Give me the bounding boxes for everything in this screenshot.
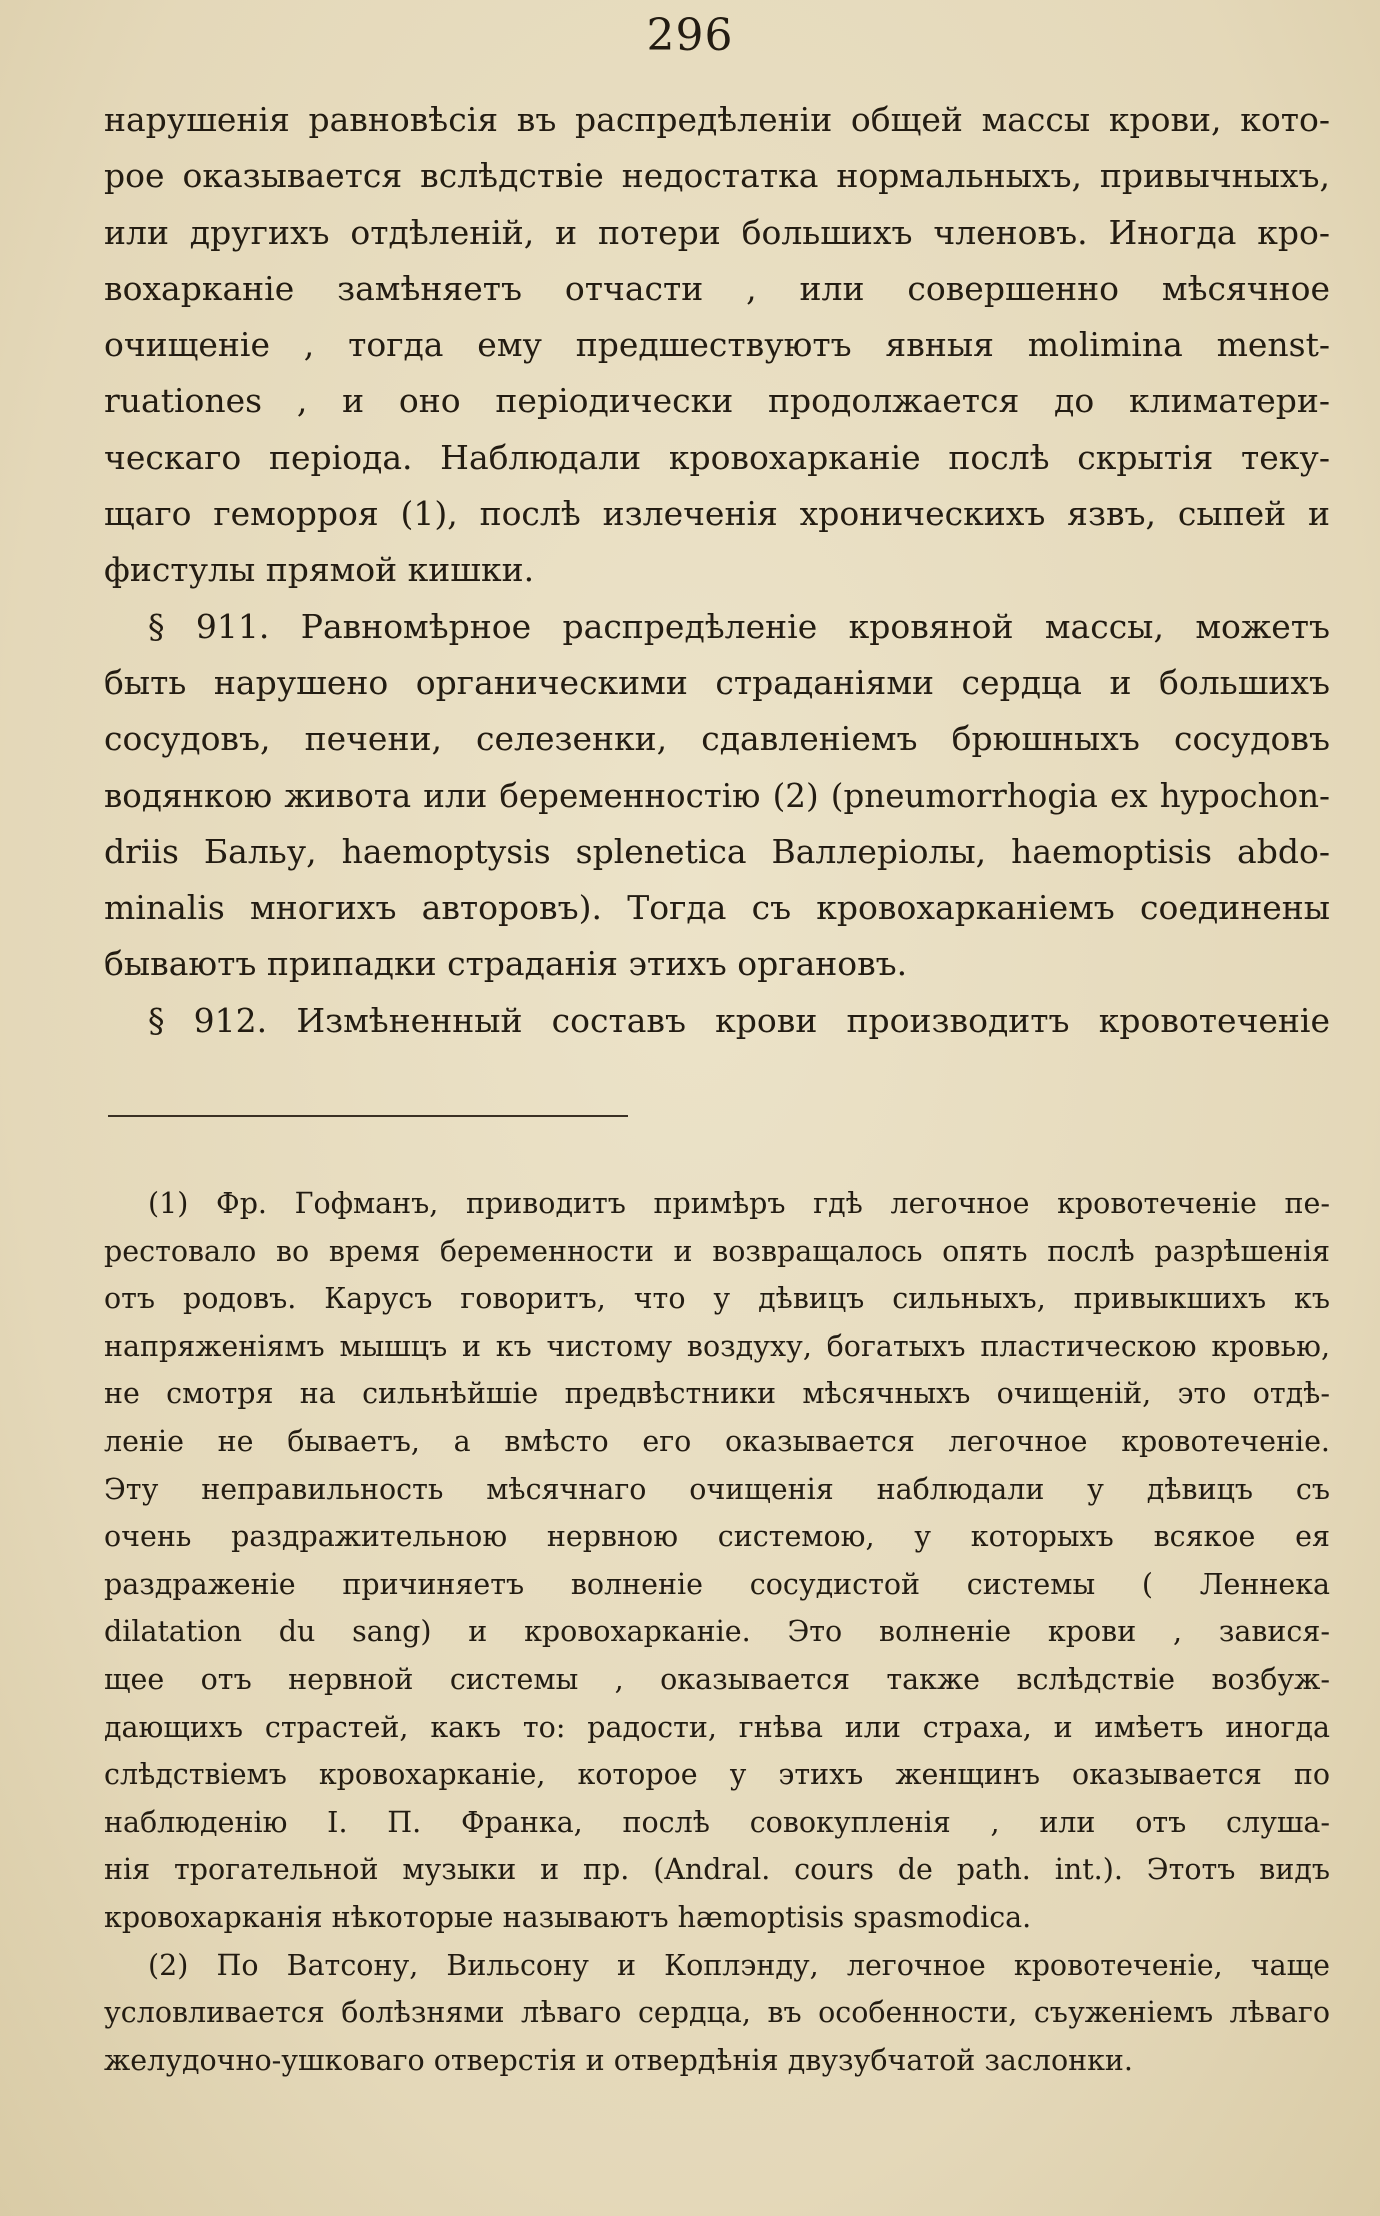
footnote-line: (2) По Ватсону, Вильсону и Коплэнду, легочное кровотеченіе, чаще (148, 1948, 1330, 1982)
section-heading-line: § 911. Равномѣрное распредѣленіе кровяной массы, можетъ (148, 606, 1330, 646)
text-line: driis Бальу, haemoptysis splenetica Валлеріолы, haemoptisis abdo- (104, 831, 1330, 871)
text-line: ruationes , и оно періодически продолжается до климатери- (104, 381, 1330, 421)
footnote-line: слѣдствіемъ кровохарканіе, которое у этихъ женщинъ оказывается по (104, 1758, 1330, 1792)
footnote-line: щее отъ нервной системы , оказывается также вслѣдствіе возбуж- (104, 1662, 1330, 1696)
footnote-line: леніе не бываетъ, а вмѣсто его оказывается легочное кровотеченіе. (104, 1424, 1330, 1458)
main-text (104, 92, 1330, 1049)
footnote-2 (104, 1942, 1330, 2085)
footnote-line: рестовало во время беременности и возвращалось опять послѣ разрѣшенія (104, 1234, 1330, 1268)
footnote-line: напряженіямъ мышцъ и къ чистому воздуху, богатыхъ пластическою кровью, (104, 1329, 1330, 1363)
footnote-line: желудочно-ушковаго отверстія и отвердѣнія двузубчатой заслонки. (104, 2043, 1133, 2077)
text-line: бываютъ припадки страданія этихъ органовъ. (104, 944, 908, 984)
text-line: нарушенія равновѣсія въ распредѣленіи общей массы крови, кото- (104, 100, 1330, 139)
footnote-line: очень раздражительною нервною системою, у которыхъ всякое ея (104, 1520, 1330, 1554)
text-line: или другихъ отдѣленій, и потери большихъ членовъ. Иногда кро- (104, 212, 1330, 252)
text-line: быть нарушено органическими страданіями сердца и большихъ (104, 662, 1330, 702)
footnote-line: Эту неправильность мѣсячнаго очищенія наблюдали у дѣвицъ съ (104, 1472, 1330, 1506)
footnote-line: наблюденію І. П. Франка, послѣ совокупленія , или отъ слуша- (104, 1805, 1330, 1839)
footnote-line: (1) Фр. Гофманъ, приводитъ примѣръ гдѣ легочное кровотеченіе пе- (148, 1187, 1330, 1220)
footnote-1 (104, 1180, 1330, 1942)
text-line: вохарканіе замѣняетъ отчасти , или совершенно мѣсячное (104, 268, 1330, 308)
paragraph-911 (104, 599, 1330, 993)
text-line: фистулы прямой кишки. (104, 550, 535, 590)
footnote-line: дающихъ страстей, какъ то: радости, гнѣва или страха, и имѣетъ иногда (104, 1710, 1330, 1744)
text-line: сосудовъ, печени, селезенки, сдавленіемъ брюшныхъ сосудовъ (104, 719, 1330, 759)
page-number: 296 (646, 10, 734, 61)
text-line: водянкою живота или беременностію (2) (pneumorrhogia ex hypochon- (104, 776, 1330, 815)
footnote-line: отъ родовъ. Карусъ говоритъ, что у дѣвицъ сильныхъ, привыкшихъ къ (104, 1282, 1330, 1316)
footnote-line: dilatation du sang) и кровохарканіе. Это волненіе крови , завися- (104, 1615, 1330, 1649)
paragraph-912 (104, 993, 1330, 1049)
footnote-line: раздраженіе причиняетъ волненіе сосудистой системы ( Леннека (104, 1567, 1330, 1601)
text-line: щаго геморроя (1), послѣ излеченія хроническихъ язвъ, сыпей и (104, 494, 1330, 534)
footnote-line: условливается болѣзнями лѣваго сердца, въ особенности, съуженіемъ лѣваго (104, 1996, 1330, 2030)
text-line: ческаго періода. Наблюдали кровохарканіе послѣ скрытія теку- (104, 437, 1330, 477)
text-line: рое оказывается вслѣдствіе недостатка нормальныхъ, привычныхъ, (104, 156, 1330, 196)
footnote-line: нія трогательной музыки и пр. (Andral. cours de path. int.). Этотъ видъ (104, 1853, 1330, 1887)
footnote-divider (108, 1115, 628, 1117)
footnote-line: не смотря на сильнѣйшіе предвѣстники мѣсячныхъ очищеній, это отдѣ- (104, 1377, 1330, 1411)
text-line: очищеніе , тогда ему предшествуютъ явныя molimina menst- (104, 325, 1330, 365)
text-line: minalis многихъ авторовъ). Тогда съ кровохарканіемъ соединены (104, 888, 1330, 928)
footnotes (104, 1180, 1330, 2084)
paragraph (104, 92, 1330, 599)
section-heading-line: § 912. Измѣненный составъ крови производитъ кровотеченіе (148, 1000, 1330, 1040)
footnote-line: кровохарканія нѣкоторые называютъ hæmoptisis spasmodica. (104, 1900, 1032, 1934)
